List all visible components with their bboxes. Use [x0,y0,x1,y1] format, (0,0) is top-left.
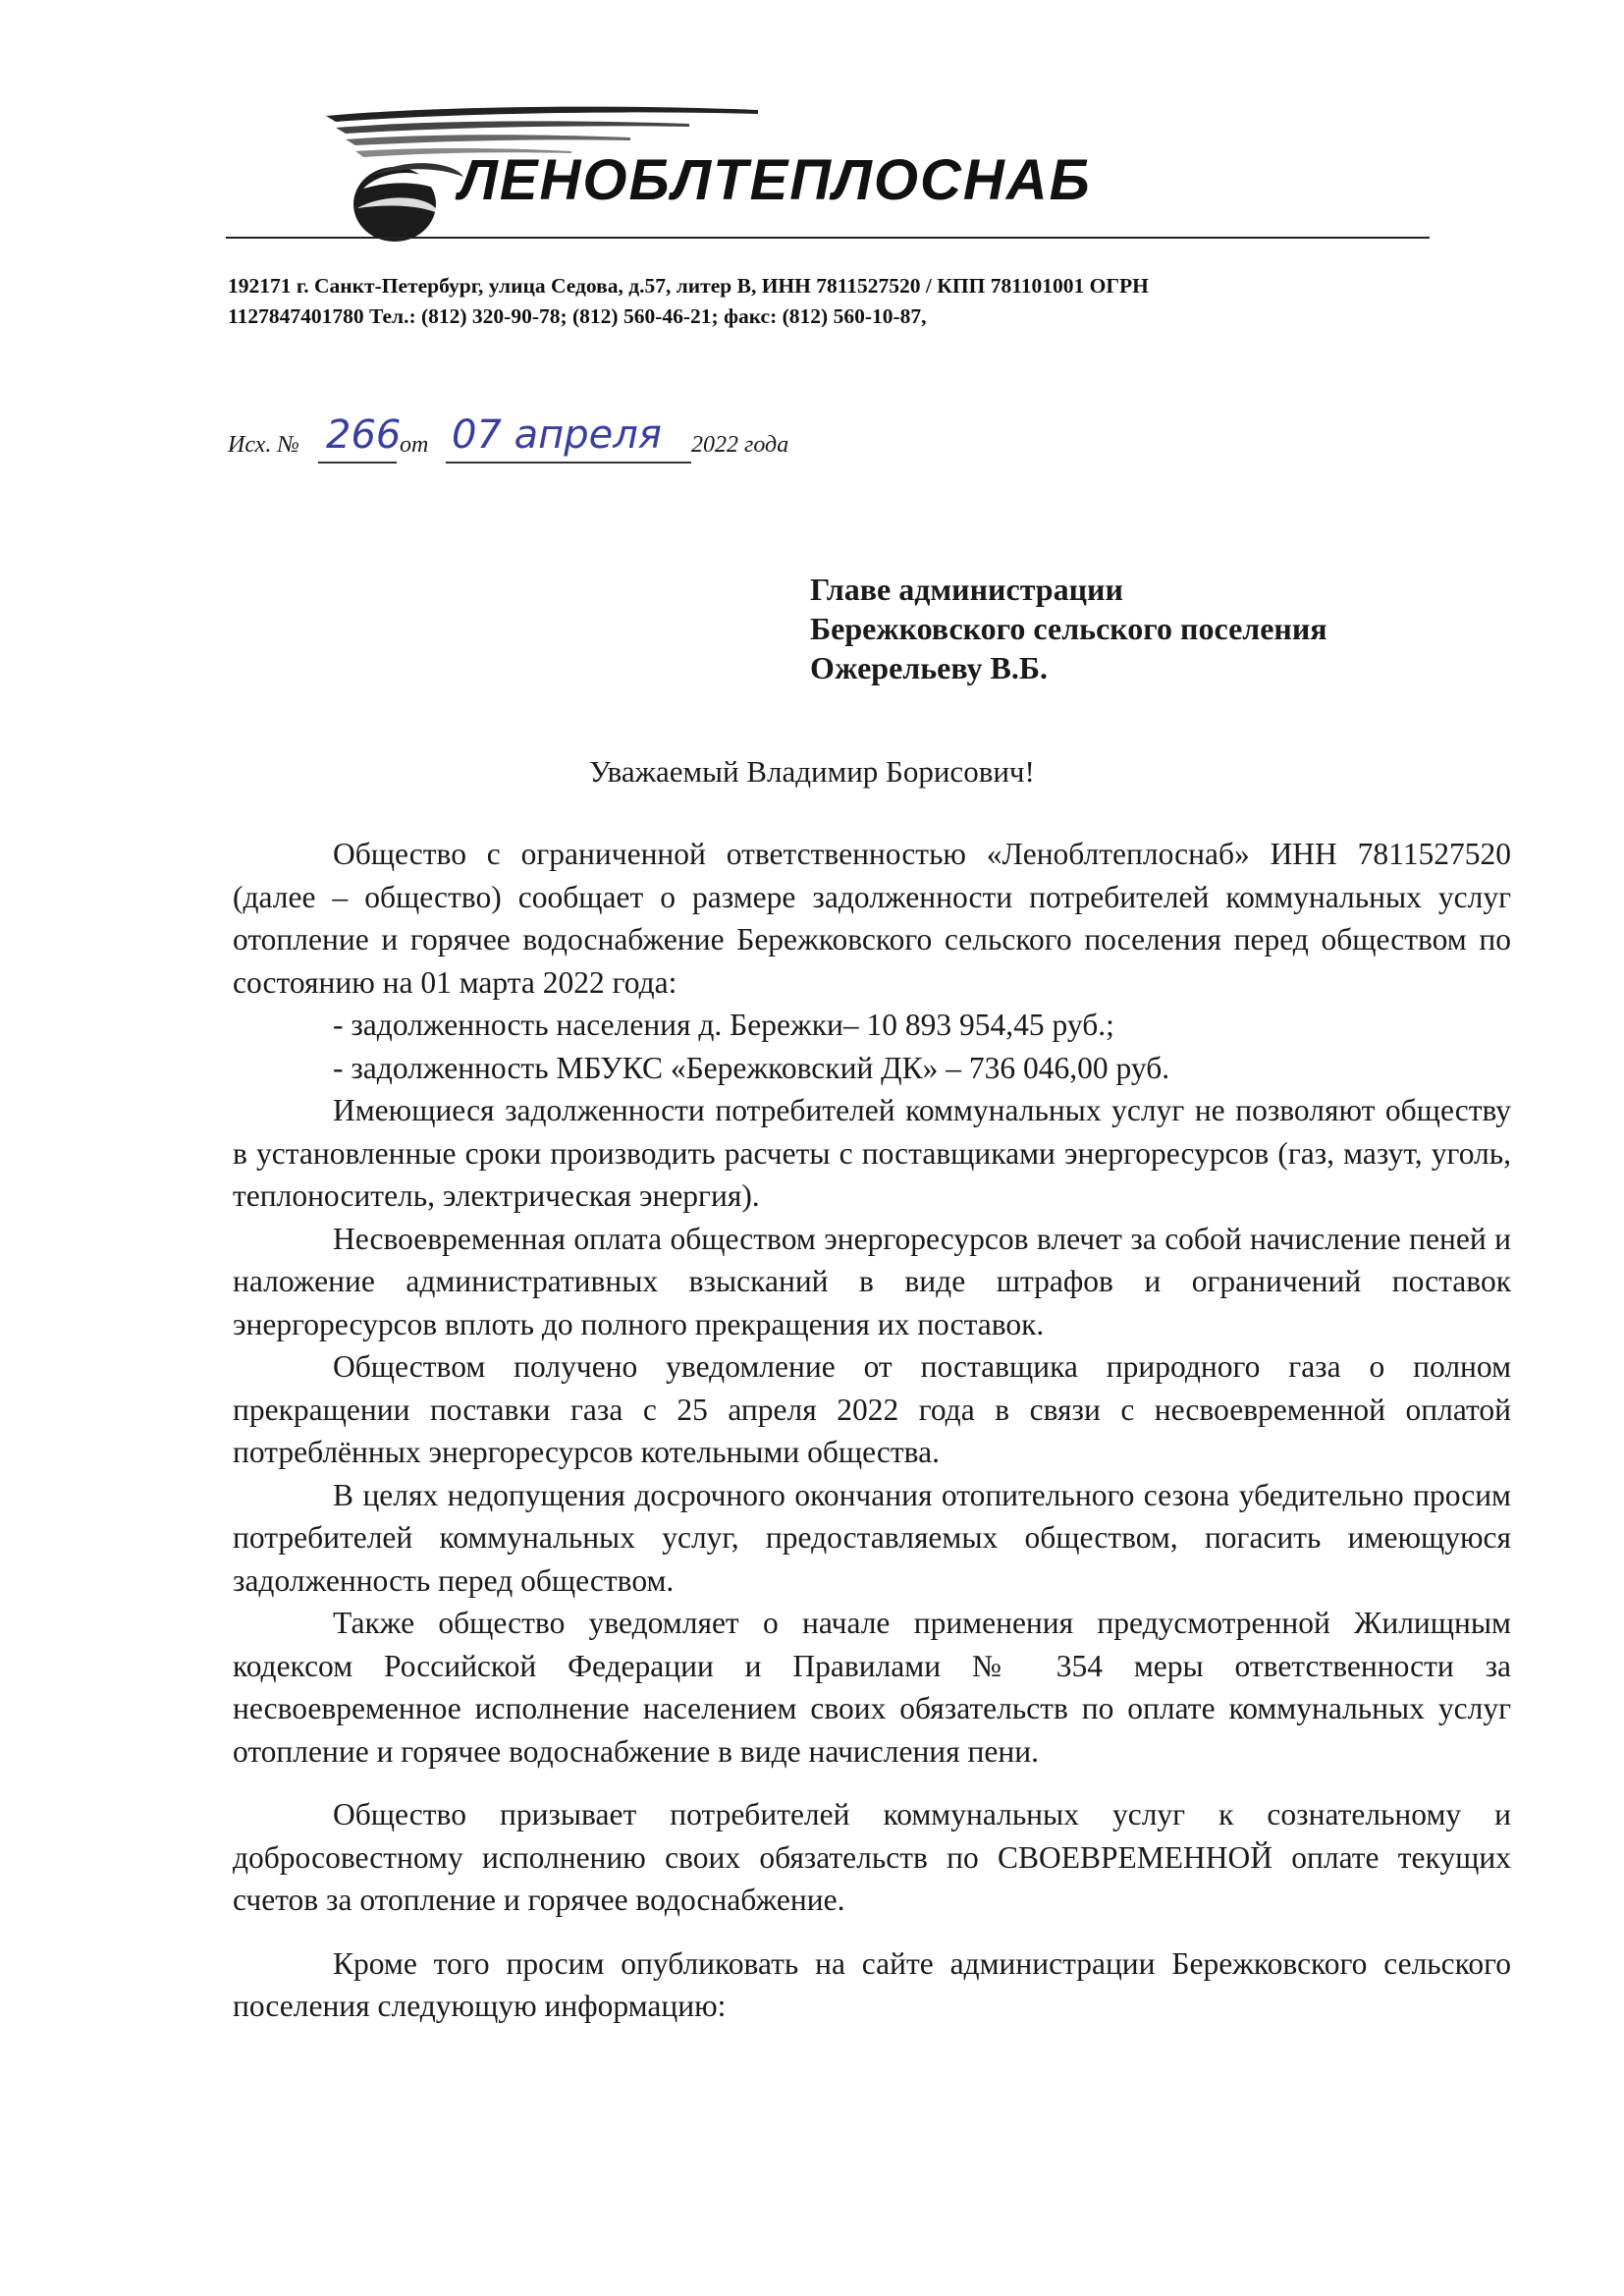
date-underline [446,462,691,464]
debt-item: - задолженность населения д. Бережки– 10 893 954,45 руб.; [333,1008,1114,1042]
paragraph: Общество призывает потребителей коммунальных услуг к сознательному и добросовестному исполнению своих обязательств по СВОЕВРЕМЕННОЙ оплате текущих счетов за отопление и горячее водоснабжение. [233,1797,1511,1917]
paragraph: Обществом получено уведомление от поставщика природного газа о полном прекращении поставки газа с 25 апреля 2022 года в связи с несвоевременной оплатой потреблённых энергоресурсов котельными общества. [233,1349,1511,1469]
outgoing-number-line [228,412,915,471]
requisites-line-1: 192171 г. Санкт-Петербург, улица Седова, д.57, литер В, ИНН 7811527520 / КПП 781101001 ОГРН [228,274,1149,298]
outgoing-prefix: Исх. № [228,432,299,458]
company-logo [316,98,1161,255]
company-requisites [228,271,1386,332]
debt-item: - задолженность МБУКС «Бережковский ДК» – 736 046,00 руб. [333,1050,1170,1085]
paragraph: Также общество уведомляет о начале применения предусмотренной Жилищным кодексом Российской Федерации и Правилами № 354 меры ответственности за несвоевременное исполнение населением своих обязательств по оплате коммунальных услуг отопление и горячее водоснабжение в виде начисления пени. [233,1606,1511,1769]
paragraph: Общество с ограниченной ответственностью «Леноблтеплоснаб» ИНН 7811527520 (далее – общество) сообщает о размере задолженности потребителей коммунальных услуг отопление и горячее водоснабжение Бережковского сельского поселения перед обществом по состоянию на 01 марта 2022 года: [233,837,1511,1000]
addressee-line-2: Бережковского сельского поселения [810,611,1327,646]
outgoing-from-label: от [400,432,429,458]
addressee-block [810,570,1497,687]
letter-body [233,833,1511,2028]
handwritten-number: 266 [326,412,402,458]
number-underline [318,462,397,464]
header-divider [226,237,1430,239]
handwritten-date: 07 апреля [452,412,662,458]
greeting: Уважаемый Владимир Борисович! [589,754,1035,789]
paragraph: Несвоевременная оплата обществом энергоресурсов влечет за собой начисление пеней и наложение административных взысканий в виде штрафов и ограничений поставок энергоресурсов вплоть до полного прекращения их поставок. [233,1221,1511,1341]
requisites-line-2: 1127847401780 Тел.: (812) 320-90-78; (812) 560-46-21; факс: (812) 560-10-87, [228,304,927,328]
company-logo-text: ЛЕНОБЛТЕПЛОСНАБ [459,148,1092,212]
outgoing-year: 2022 года [691,432,789,458]
paragraph: Кроме того просим опубликовать на сайте администрации Бережковского сельского поселения следующую информацию: [233,1945,1511,2023]
paragraph: В целях недопущения досрочного окончания отопительного сезона убедительно просим потребителей коммунальных услуг, предоставляемых обществом, погасить имеющуюся задолженность перед обществом. [233,1477,1511,1598]
addressee-line-1: Главе администрации [810,572,1123,607]
paragraph: Имеющиеся задолженности потребителей коммунальных услуг не позволяют обществу в установленные сроки производить расчеты с поставщиками энергоресурсов (газ, мазут, уголь, теплоноситель, электрическая энергия). [233,1093,1511,1213]
addressee-line-3: Ожерельеву В.Б. [810,650,1049,685]
